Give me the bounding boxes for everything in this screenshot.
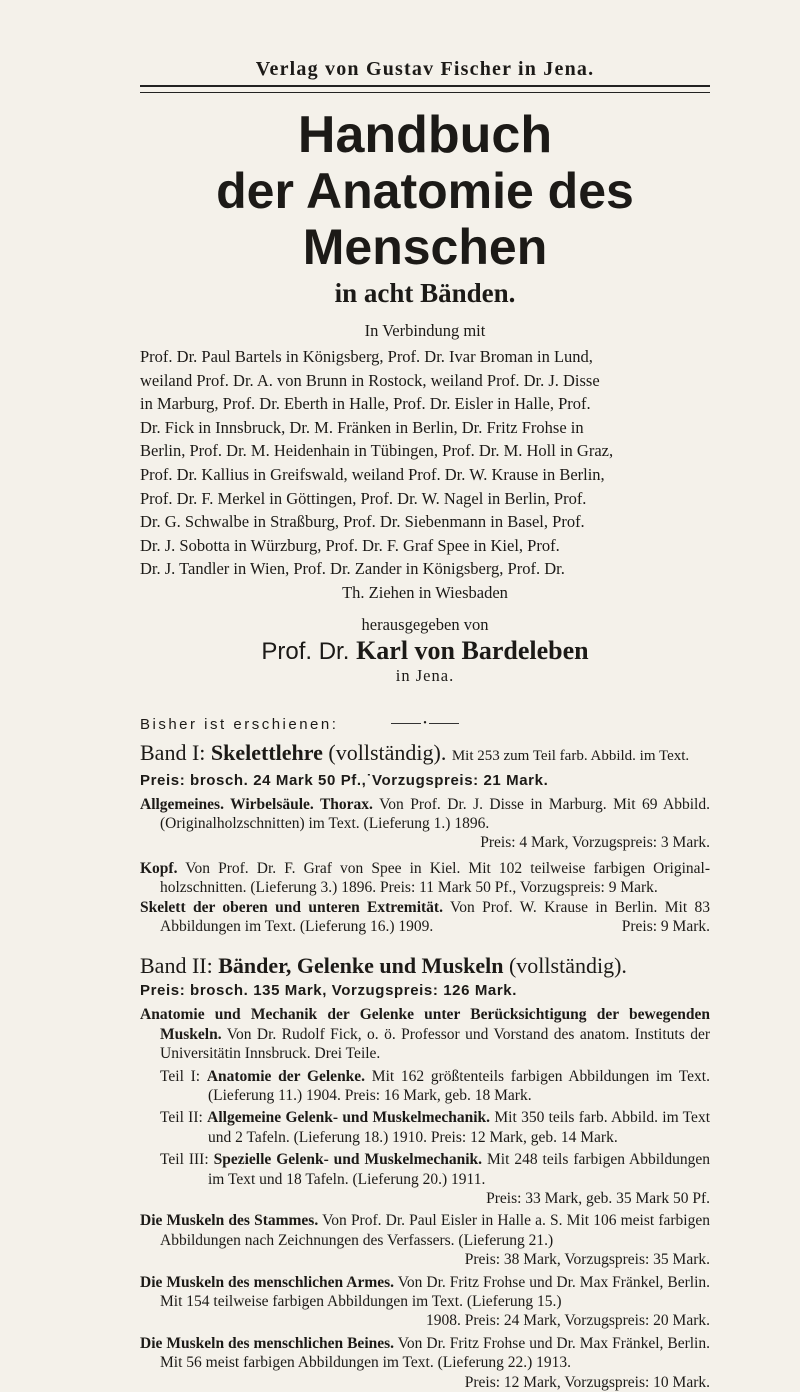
- teil-text: Mit 350 teils farb. Abbild. im Text und 2 Tafeln. (Lieferung 18.) 1910. Preis: 12 Mark, geb. 14 Mark.: [208, 1109, 710, 1146]
- contributor-line: in Marburg, Prof. Dr. Eberth in Halle, Prof. Dr. Eisler in Halle, Prof.: [140, 394, 591, 414]
- teil-text: Mit 162 größtenteils farbigen Abbildungen im Text. (Lieferung 11.) 1904. Preis: 16 Mark, geb. 18 Mark.: [208, 1067, 710, 1104]
- entry-title: Anatomie und Mechanik der Gelenke unter Berücksichtigung der bewegenden Muskeln.: [140, 1006, 710, 1043]
- teil-label: Teil II:: [160, 1109, 203, 1127]
- band-1-title: Skelettlehre: [210, 739, 323, 765]
- editor-prefix: Prof. Dr.: [261, 637, 350, 665]
- entry-price: Preis: 38 Mark, Vorzugspreis: 35 Mark.: [464, 1251, 710, 1269]
- band-2-entry: [140, 1211, 710, 1269]
- title-line-3: in acht Bänden.: [334, 278, 516, 308]
- teil-entry: [140, 1150, 710, 1208]
- published-heading: Bisher ist erschienen:: [140, 715, 339, 733]
- entry-text: Von Prof. Dr. J. Disse in Marburg. Mit 69 Abbild. (Originalholzschnitten) im Text. (Lieferung 1.) 1896.: [160, 795, 710, 832]
- contributor-line: Th. Ziehen in Wiesbaden: [342, 582, 508, 602]
- entry-title: Die Muskeln des Stammes.: [140, 1212, 319, 1230]
- band-2-entry: [140, 1334, 710, 1392]
- band-1-status: (vollständig).: [328, 739, 447, 765]
- contributors-list: [140, 345, 710, 605]
- band-2-status: (vollständig).: [508, 953, 627, 979]
- entry-title: Kopf.: [140, 859, 178, 877]
- teil-title: Anatomie der Gelenke.: [206, 1067, 366, 1085]
- entry-title: Allgemeines. Wirbelsäule. Thorax.: [140, 795, 373, 813]
- teil-title: Spezielle Gelenk- und Muskelmechanik.: [213, 1151, 483, 1169]
- entry-text: Von Prof. Dr. F. Graf von Spee in Kiel. Mit 102 teilweise farbigen Original-holzschnitten. (Lieferung 3.) 1896. Preis: 11 Mark 50 Pf., Vorzugspreis: 9 Mark.: [160, 859, 710, 897]
- contributor-line: Dr. Fick in Innsbruck, Dr. M. Fränken in Berlin, Dr. Fritz Frohse in: [140, 417, 584, 437]
- contributor-line: Prof. Dr. F. Merkel in Göttingen, Prof. Dr. W. Nagel in Berlin, Prof.: [140, 488, 587, 508]
- band-2-entry: [140, 1273, 710, 1331]
- band-1-note: Mit 253 zum Teil farb. Abbild. im Text.: [451, 747, 690, 764]
- band-2-title: Bänder, Gelenke und Muskeln: [218, 953, 504, 979]
- band-1-entry: [140, 898, 710, 937]
- editor-intro: herausgegeben von: [361, 614, 489, 634]
- teil-label: Teil I:: [160, 1067, 201, 1085]
- ornament-divider: •: [385, 719, 465, 729]
- contributors-intro: In Verbindung mit: [364, 321, 486, 340]
- entry-price: 1908. Preis: 24 Mark, Vorzugspreis: 20 Mark.: [425, 1312, 710, 1330]
- teil-price: Preis: 33 Mark, geb. 35 Mark 50 Pf.: [486, 1190, 710, 1208]
- editor-name-line: [140, 637, 710, 666]
- title-line-2: der Anatomie des Menschen: [216, 163, 634, 275]
- entry-price: Preis: 4 Mark, Vorzugspreis: 3 Mark.: [480, 834, 710, 852]
- entry-price: Preis: 9 Mark.: [621, 917, 710, 935]
- editor-place: in Jena.: [395, 665, 455, 685]
- band-2-label: Band II:: [140, 953, 213, 979]
- entry-price: Preis: 12 Mark, Vorzugspreis: 10 Mark.: [464, 1373, 710, 1391]
- contributor-line: Dr. J. Sobotta in Würzburg, Prof. Dr. F. Graf Spee in Kiel, Prof.: [140, 535, 560, 555]
- band-2-heading: [140, 952, 710, 980]
- band-1-entry: [140, 795, 710, 853]
- band-1-heading: [140, 739, 710, 770]
- teil-title: Allgemeine Gelenk- und Muskelmechanik.: [207, 1109, 491, 1127]
- band-1-label: Band I:: [140, 739, 206, 765]
- band-2-price: Preis: brosch. 135 Mark, Vorzugspreis: 126 Mark.: [140, 982, 518, 1000]
- band-1-entry: [140, 859, 710, 898]
- contributor-line: Prof. Dr. Paul Bartels in Königsberg, Prof. Dr. Ivar Broman in Lund,: [140, 347, 593, 366]
- entry-text: Von Prof. Dr. Paul Eisler in Halle a. S. Mit 106 meist farbigen Abbildungen nach Zeichnungen des Verfassers. (Lieferung 21.): [160, 1212, 710, 1249]
- contributor-line: weiland Prof. Dr. A. von Brunn in Rostock, weiland Prof. Dr. J. Disse: [140, 370, 600, 390]
- teil-text: Mit 248 teils farbigen Abbildungen im Text und 18 Tafeln. (Lieferung 20.) 1911.: [208, 1151, 710, 1188]
- double-rule-divider: [140, 85, 710, 93]
- contributor-line: Berlin, Prof. Dr. M. Heidenhain in Tübingen, Prof. Dr. M. Holl in Graz,: [140, 441, 614, 461]
- entry-title: Die Muskeln des menschlichen Armes.: [140, 1273, 395, 1291]
- editor-name: Karl von Bardeleben: [356, 635, 589, 665]
- contributor-line: Prof. Dr. Kallius in Greifswald, weiland Prof. Dr. W. Krause in Berlin,: [140, 464, 605, 484]
- entry-text: Von Dr. Fritz Frohse und Dr. Max Fränkel, Berlin. Mit 154 teilweise farbigen Abbildungen im Text. (Lieferung 15.): [160, 1273, 710, 1311]
- title-line-1: Handbuch: [297, 106, 553, 164]
- contributor-line: Dr. G. Schwalbe in Straßburg, Prof. Dr. Siebenmann in Basel, Prof.: [140, 512, 585, 532]
- band-2-main-entry: [140, 1005, 710, 1063]
- entry-text: Von Dr. Rudolf Fick, o. ö. Professor und Vorstand des anatom. Instituts der Universitätin Innsbruck. Drei Teile.: [160, 1025, 710, 1063]
- publisher-line: Verlag von Gustav Fischer in Jena.: [255, 58, 595, 80]
- band-1-price: Preis: brosch. 24 Mark 50 Pf.,˙Vorzugspreis: 21 Mark.: [140, 771, 549, 789]
- entry-title: Die Muskeln des menschlichen Beines.: [140, 1334, 395, 1352]
- contributor-line: Dr. J. Tandler in Wien, Prof. Dr. Zander in Königsberg, Prof. Dr.: [140, 559, 565, 579]
- entry-text: Von Dr. Fritz Frohse und Dr. Max Fränkel, Berlin. Mit 56 meist farbigen Abbildungen im Text. (Lieferung 22.) 1913.: [160, 1334, 710, 1372]
- teil-entry: [140, 1108, 710, 1147]
- teil-entry: [140, 1067, 710, 1106]
- teil-label: Teil III:: [160, 1151, 209, 1169]
- entry-text: Von Prof. W. Krause in Berlin. Mit 83 Abbildungen im Text. (Lieferung 16.) 1909.: [160, 898, 711, 935]
- entry-title: Skelett der oberen und unteren Extremität.: [140, 898, 443, 916]
